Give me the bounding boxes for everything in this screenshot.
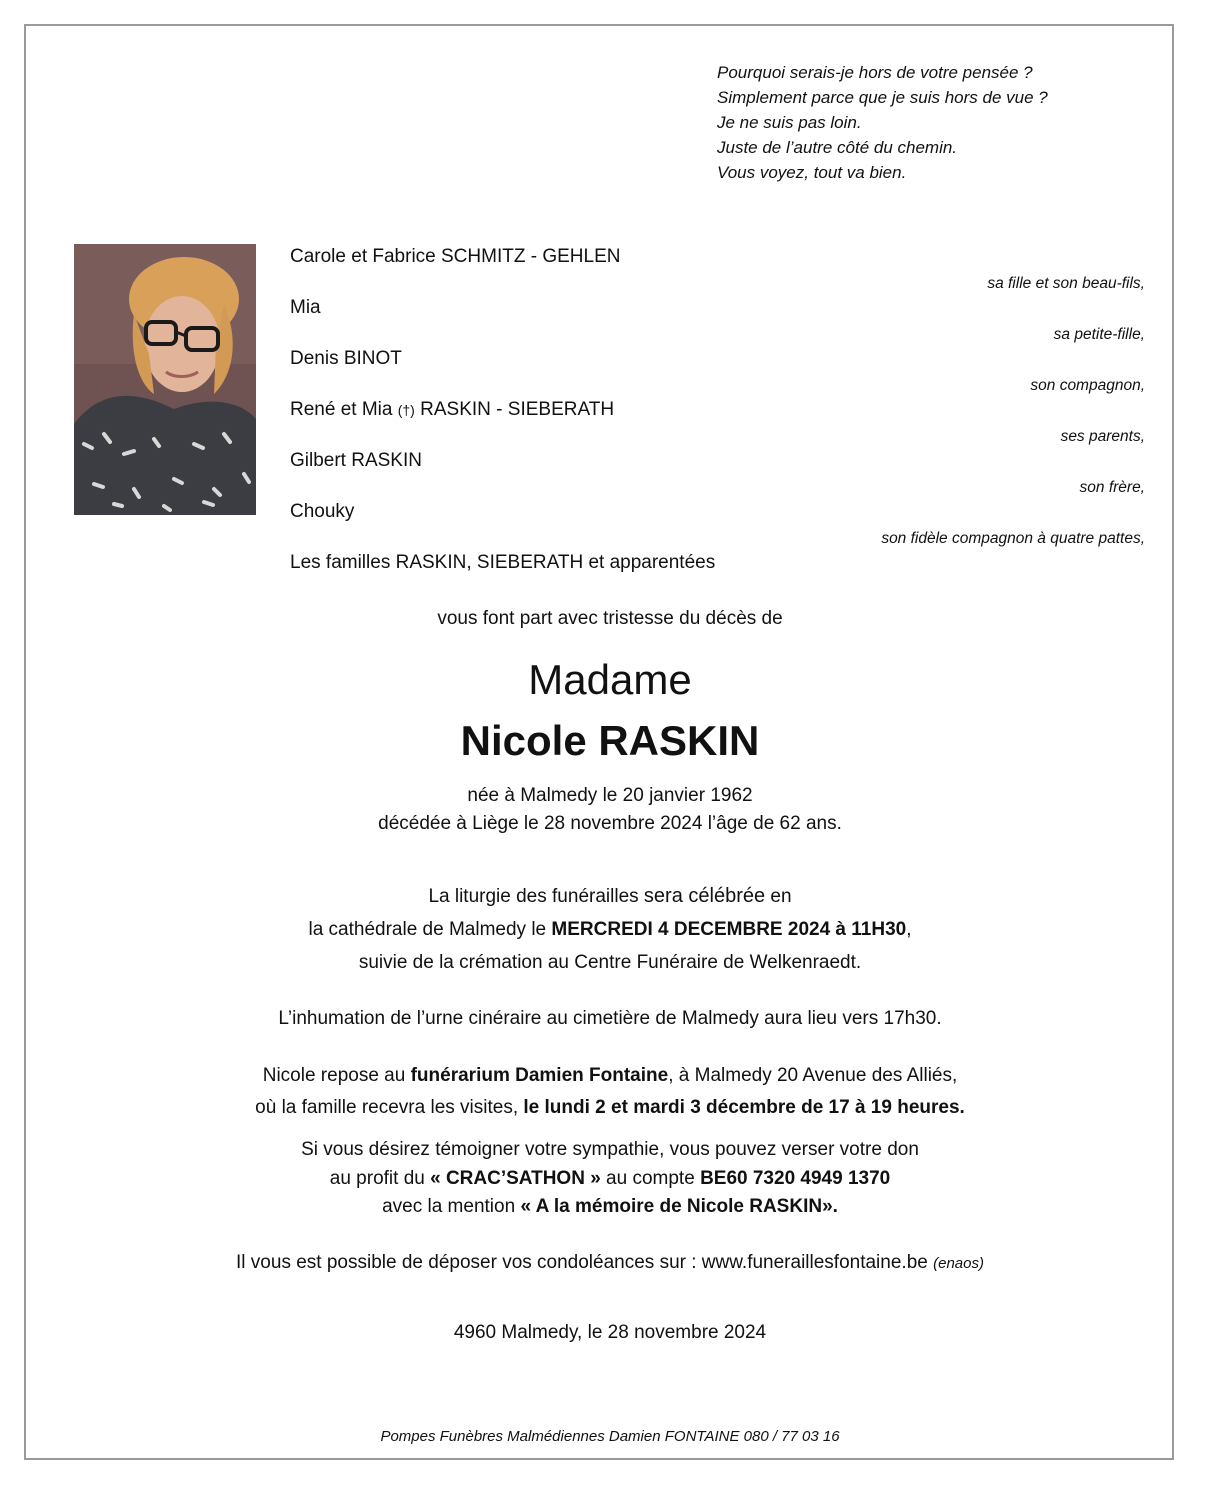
family-name: Mia <box>290 297 321 318</box>
portrait-photo <box>74 244 256 515</box>
family-relation: son compagnon, <box>1030 377 1145 394</box>
text-part: , à Malmedy 20 Avenue des Alliés, <box>668 1065 958 1086</box>
funeral-home: funérarium Damien Fontaine <box>410 1065 669 1086</box>
family-name: Chouky <box>290 501 355 522</box>
visiting-hours: le lundi 2 et mardi 3 décembre de 17 à 19 heures. <box>523 1097 965 1118</box>
donation-line-3 <box>0 1196 1220 1218</box>
text-part: en <box>765 886 792 907</box>
text-part: Nicole repose au <box>262 1065 411 1086</box>
liturgy-line-3: suivie de la crémation au Centre Funéraire de Welkenraedt. <box>358 952 862 973</box>
poem <box>717 60 1048 185</box>
liturgy-line-1 <box>0 885 1220 908</box>
deceased-cross-mark: (†) <box>397 402 415 418</box>
poem-line: Juste de l’autre côté du chemin. <box>717 138 958 157</box>
ceremony-date: MERCREDI 4 DECEMBRE 2024 à 11H30 <box>551 919 907 940</box>
family-relation: son frère, <box>1079 479 1145 496</box>
poem-line: Simplement parce que je suis hors de vue ? <box>717 88 1048 107</box>
text-part: La liturgie des funérailles <box>428 886 644 907</box>
text-part: au profit du <box>329 1168 431 1189</box>
condolences-line <box>0 1252 1220 1274</box>
family-name: Denis BINOT <box>290 348 402 369</box>
burial-line: L’inhumation de l’urne cinéraire au cimetière de Malmedy aura lieu vers 17h30. <box>278 1008 942 1029</box>
text-part: la cathédrale de Malmedy le <box>308 919 552 940</box>
donation-line-2 <box>0 1168 1220 1190</box>
footer-funeral-director: Pompes Funèbres Malmédiennes Damien FONTAINE 080 / 77 03 16 <box>380 1428 840 1445</box>
text-part: avec la mention <box>382 1196 521 1217</box>
text-part: sera célébrée <box>643 885 766 907</box>
family-relation: sa petite-fille, <box>1053 326 1145 343</box>
rest-line-1 <box>0 1065 1220 1087</box>
text-part: au compte <box>600 1168 701 1189</box>
place-date: 4960 Malmedy, le 28 novembre 2024 <box>453 1322 767 1343</box>
death-line: décédée à Liège le 28 novembre 2024 l’âge de 62 ans. <box>378 813 842 834</box>
family-name: Gilbert RASKIN <box>290 450 422 471</box>
poem-line: Je ne suis pas loin. <box>717 113 862 132</box>
text-part: , <box>906 919 912 940</box>
donation-line-1: Si vous désirez témoigner votre sympathie, vous pouvez verser votre don <box>301 1139 919 1160</box>
charity-name: « CRAC’SATHON » <box>430 1168 601 1189</box>
family-name: Les familles RASKIN, SIEBERATH et apparentées <box>290 552 716 573</box>
intro-text: vous font part avec tristesse du décès de <box>437 608 783 629</box>
condolences-text: Il vous est possible de déposer vos condoléances sur : www.funeraillesfontaine.be <box>236 1252 934 1273</box>
poem-line: Vous voyez, tout va bien. <box>717 163 907 182</box>
deceased-name: Nicole RASKIN <box>460 717 760 764</box>
family-relation: ses parents, <box>1060 428 1145 445</box>
poem-line: Pourquoi serais-je hors de votre pensée ? <box>717 63 1033 82</box>
condolences-tag: (enaos) <box>933 1255 984 1272</box>
family-name: Carole et Fabrice SCHMITZ - GEHLEN <box>290 246 621 267</box>
family-name-part: René et Mia <box>290 399 393 420</box>
donation-mention: « A la mémoire de Nicole RASKIN». <box>520 1196 838 1217</box>
rest-line-2 <box>0 1097 1220 1119</box>
family-relation: sa fille et son beau-fils, <box>987 275 1145 292</box>
liturgy-line-2 <box>0 919 1220 941</box>
honorific-title: Madame <box>528 656 692 703</box>
family-relation: son fidèle compagnon à quatre pattes, <box>881 530 1145 547</box>
birth-line: née à Malmedy le 20 janvier 1962 <box>467 785 753 806</box>
family-name-part: RASKIN - SIEBERATH <box>420 399 615 420</box>
bank-account: BE60 7320 4949 1370 <box>700 1168 891 1189</box>
text-part: où la famille recevra les visites, <box>255 1097 524 1118</box>
